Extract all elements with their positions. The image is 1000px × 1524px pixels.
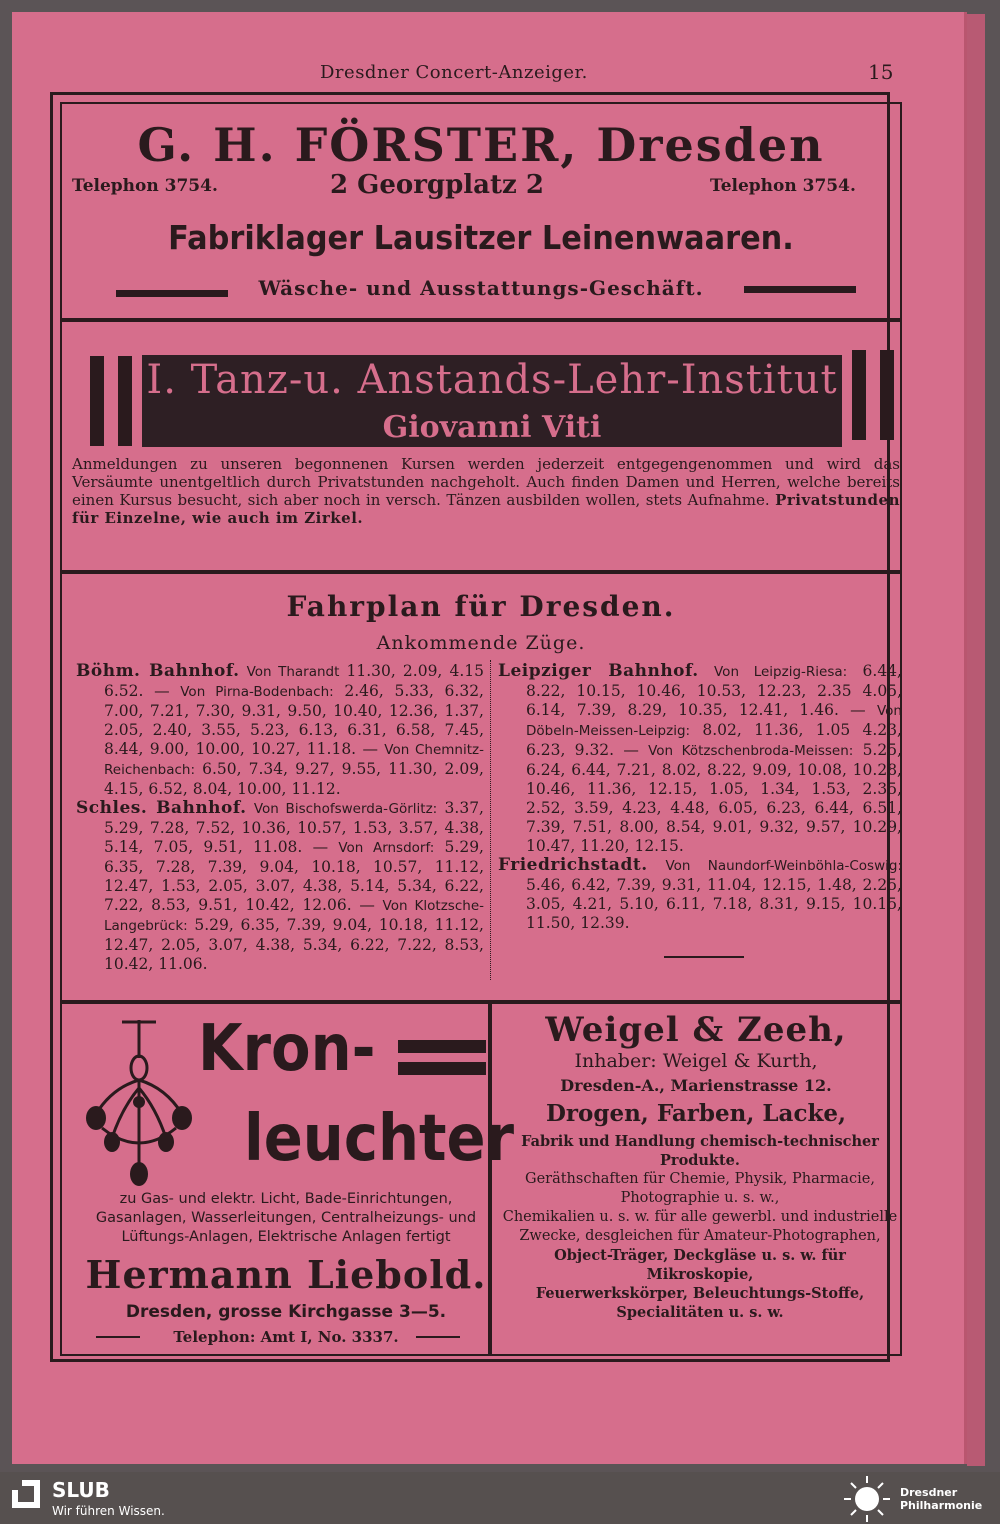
times-chemnitz: 6.50, 7.34, 9.27, 9.55, 11.30, 2.09, 4.15, 6.52, 8.04, 10.00, 11.12.	[104, 760, 484, 798]
times-tharandt: 11.30, 2.09, 4.15 6.52. —	[104, 662, 484, 700]
liebold-services: zu Gas- und elektr. Licht, Bade-Einrichtungen, Gasanlagen, Wasserleitungen, Centralheizungs- und Lüftungs-Anlagen, Elektrische Anlagen fertigt	[95, 1191, 477, 1245]
tanz-body: Anmeldungen zu unseren begonnenen Kursen werden jederzeit entgegengenommen und wird das Versäumte unentgeltlich durch Privatstunden nachgeholt. Auch finden Damen und Herren, welche bereits einen Kursus besucht, sich aber noch in versch. Tänzen ausbilden wollen, stets Aufnahme.	[72, 455, 900, 509]
page-edge	[967, 14, 985, 1466]
station-leipziger: Leipziger Bahnhof.	[498, 661, 699, 681]
tanz-emphasis: Privatstunden für Einzelne, wie auch im Zirkel.	[72, 491, 900, 527]
column-divider	[490, 660, 491, 980]
times-doebeln: 8.02, 11.36, 1.05 4.23, 6.23, 9.32. —	[526, 721, 902, 759]
times-klotzsche: 5.29, 6.35, 7.39, 9.04, 10.18, 11.12, 12.47, 2.05, 3.07, 4.38, 5.34, 6.22, 7.22, 8.53, 10.42, 11.06.	[104, 916, 484, 973]
times-arnsdorf: 5.29, 6.35, 7.28, 7.39, 9.04, 10.18, 10.57, 11.12, 12.47, 1.53, 2.05, 3.07, 4.38, 5.14, 5.34, 6.22, 7.22, 8.53, 9.51, 10.42, 12.06. —	[104, 838, 484, 914]
weigel-feuerwerk: Feuerwerkskörper, Beleuchtungs-Stoffe, Specialitäten u. s. w.	[535, 1285, 865, 1321]
rule-right	[744, 286, 856, 293]
liebold-name: Hermann Liebold.	[85, 1252, 487, 1297]
bar-right-1	[852, 350, 866, 440]
fahrplan-subtitle: Ankommende Züge.	[376, 632, 586, 654]
weigel-geraeth: Geräthschaften für Chemie, Physik, Pharmacie, Photographie u. s. w.,	[524, 1171, 875, 1206]
fahrplan-end-rule	[664, 956, 744, 958]
forster-telephone-left: Telephon 3754.	[72, 176, 218, 196]
times-bischofswerda: 3.37, 5.29, 7.28, 7.52, 10.36, 10.57, 1.53, 3.57, 4.38, 5.14, 7.05, 9.51, 11.08. —	[104, 799, 484, 856]
chandelier-icon	[82, 1018, 196, 1190]
liebold-telephone: Telephon: Amt I, No. 3337.	[173, 1328, 399, 1346]
philharmonie-name[interactable]	[900, 1486, 982, 1512]
bar-right-2	[880, 350, 894, 440]
phil-line1: Dresdner	[900, 1486, 958, 1499]
leuchter-heading: leuchter	[244, 1102, 514, 1176]
weigel-fabrik: Fabrik und Handlung chemisch-technischer Produkte.	[521, 1133, 879, 1169]
weigel-drogen: Drogen, Farben, Lacke,	[545, 1100, 847, 1127]
via-bischofswerda: Von Bischofswerda-Görlitz:	[253, 801, 438, 817]
via-chemnitz: Von Chemnitz-Reichenbach:	[104, 742, 484, 778]
forster-fabriklager: Fabriklager Lausitzer Leinenwaaren.	[168, 218, 794, 257]
tanz-text	[72, 455, 900, 527]
fahrplan-title: Fahrplan für Dresden.	[286, 590, 676, 623]
weigel-chemikalien: Chemikalien u. s. w. für alle gewerbl. und industrielle Zwecke, desgleichen für Amateur-Photographen,	[502, 1209, 898, 1244]
via-leipzig-riesa: Von Leipzig-Riesa:	[714, 664, 848, 680]
times-pirna: 2.46, 5.33, 6.32, 7.00, 7.21, 7.30, 9.31, 9.50, 10.40, 12.36, 1.37, 2.05, 2.40, 3.55, 5.23, 6.13, 6.31, 6.58, 7.45, 8.44, 9.00, 10.00, 10.27, 11.18. —	[104, 682, 484, 758]
forster-telephone-right: Telephon 3754.	[710, 176, 856, 196]
weigel-body	[500, 1132, 900, 1322]
via-doebeln: Von Döbeln-Meissen-Leipzig:	[526, 703, 902, 739]
via-klotzsche: Von Klotzsche-Langebrück:	[104, 898, 484, 934]
bar-left-2	[118, 356, 132, 446]
times-leipzig-riesa: 6.44, 8.22, 10.15, 10.46, 10.53, 12.23, 2.35 4.05, 6.14, 7.39, 8.29, 10.35, 12.41, 1.46. —	[526, 662, 902, 719]
via-naundorf: Von Naundorf-Weinböhla-Coswig:	[665, 858, 902, 874]
via-tharandt: Von Tharandt	[246, 664, 340, 680]
friedrichstadt-entry	[498, 856, 902, 933]
page-number: 15	[868, 60, 894, 84]
equals-bar-bottom	[398, 1062, 486, 1075]
forster-title: G. H. FÖRSTER, Dresden	[137, 118, 825, 172]
leipziger-bahnhof-entry	[498, 662, 902, 856]
phil-line2: Philharmonie	[900, 1499, 983, 1512]
via-koetzschenbroda: Von Kötzschenbroda-Meissen:	[648, 743, 854, 759]
weigel-address: Dresden-A., Marienstrasse 12.	[560, 1076, 832, 1095]
weigel-owner: Inhaber: Weigel & Kurth,	[574, 1050, 818, 1072]
times-koetzschenbroda: 5.25, 6.24, 6.44, 7.21, 8.02, 8.22, 9.09, 10.08, 10.28, 10.46, 11.36, 12.15, 1.05, 1.34, 1.53, 2.35, 2.52, 3.59, 4.23, 4.48, 6.05, 6.23, 6.44, 6.51, 7.39, 7.51, 8.00, 8.54, 9.01, 9.32, 9.57, 10.29, 10.47, 11.20, 12.15.	[526, 741, 903, 855]
equals-bar-top	[398, 1040, 486, 1053]
forster-address: 2 Georgplatz 2	[330, 170, 544, 200]
slub-logo-icon[interactable]	[12, 1480, 40, 1508]
schles-bahnhof-entry	[76, 799, 484, 974]
weigel-objekt: Object-Träger, Deckgläse u. s. w. für Mikroskopie,	[554, 1247, 846, 1283]
tel-rule-right	[416, 1336, 460, 1338]
slub-name[interactable]: SLUB	[52, 1478, 110, 1502]
tanz-title: I. Tanz-u. Anstands-Lehr-Institut	[146, 357, 838, 403]
station-schles: Schles. Bahnhof.	[76, 798, 247, 818]
times-naundorf: 5.46, 6.42, 7.39, 9.31, 11.04, 12.15, 1.48, 2.25, 3.05, 4.21, 5.10, 6.11, 7.18, 8.31, 9.15, 10.15, 11.50, 12.39.	[526, 876, 902, 932]
running-title: Dresdner Concert-Anzeiger.	[320, 62, 588, 83]
boehm-bahnhof-entry	[76, 662, 484, 799]
station-friedrichstadt: Friedrichstadt.	[498, 855, 648, 875]
slub-tagline: Wir führen Wissen.	[52, 1504, 165, 1518]
station-boehm: Böhm. Bahnhof.	[76, 661, 240, 681]
bar-left-1	[90, 356, 104, 446]
kron-heading: Kron-	[198, 1012, 376, 1086]
fahrplan-left-column	[76, 662, 484, 974]
via-pirna: Von Pirna-Bodenbach:	[180, 684, 334, 700]
weigel-title: Weigel & Zeeh,	[545, 1010, 847, 1050]
liebold-address: Dresden, grosse Kirchgasse 3—5.	[125, 1302, 447, 1322]
fahrplan-right-column	[498, 662, 902, 933]
tanz-subtitle: Giovanni Viti	[382, 410, 602, 445]
philharmonie-logo-icon[interactable]	[842, 1474, 892, 1524]
via-arnsdorf: Von Arnsdorf:	[338, 840, 435, 856]
forster-waesche: Wäsche- und Ausstattungs-Geschäft.	[258, 276, 704, 300]
